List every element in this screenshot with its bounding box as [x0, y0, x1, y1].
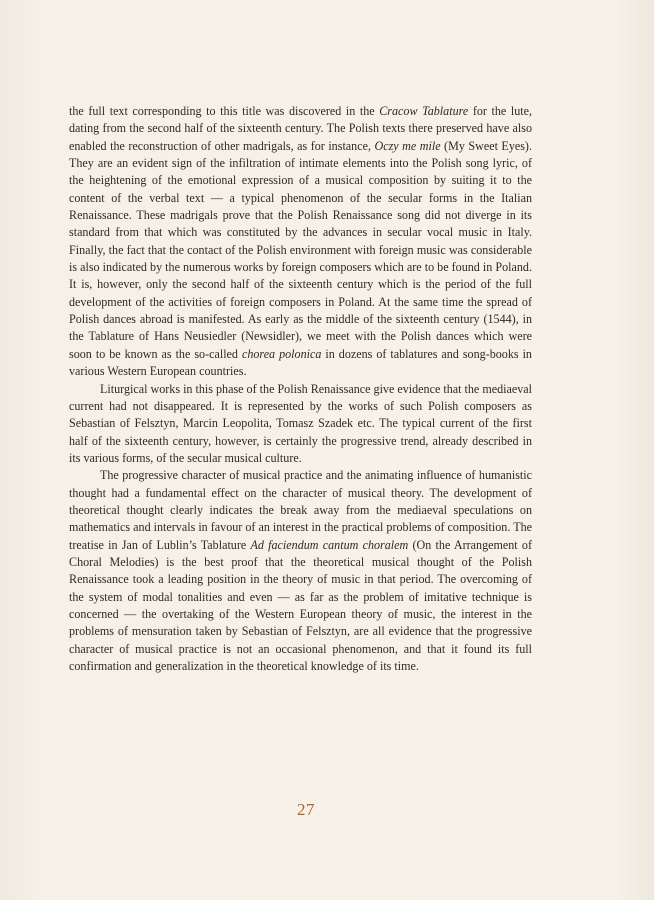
paragraph-1-segment-5: (My Sweet Eyes). They are an evident sign of the infiltration of intimate elements into the Polish song lyric, of the heightening of the emotional expression of a musical composition by suiting it to the content of the verbal text — a typical phenomenon of the secular forms in the Italian Renaissance. These madrigals prove that the Polish Renaissance song did not diverge in its standard from that which was constituted by the advances in secular vocal music in Italy. Finally, the fact that the contact of the Polish environment with foreign music was considerable is also indicated by the numerous works by foreign composers which are to be found in Poland. It is, however, only the second half of the sixteenth century which is the period of the full development of the activities of foreign composers in Poland. At the same time the spread of Polish dances abroad is manifested. As early as the middle of the sixteenth century (1544), in the Tablature of Hans Neusiedler (Newsidler), we meet with the Polish dances which were soon to be known as the so-called	[69, 138, 532, 361]
paragraph-3-segment-1: The progressive character of musical practice and the animating influence of humanistic thought had a fundamental effect on the character of musical theory. The development of theoretical thought clearly indicates the break away from the mediaeval speculations on mathematics and intervals in favour of an interest in the practical problems of composition. The treatise in Jan of Lublin’s Tablature	[69, 468, 532, 552]
paragraph-1	[69, 103, 532, 381]
term-chorea-polonica: chorea polonica	[241, 346, 322, 361]
title-cracow-tablature: Cracow Tablature	[379, 104, 469, 118]
paragraph-3	[69, 467, 532, 675]
paragraph-1-segment-3: for the lute, dating from the second half of the sixteenth century. The Polish texts there preserved have also enabled the reconstruction of other madrigals, as for instance,	[69, 104, 532, 153]
paragraph-3-segment-3: (On the Arrangement of Choral Melodies) is the best proof that the theoretical musical thought of the Polish Renaissance took a leading position in the theory of music in that period. The overcoming of the system of modal tonalities and even — as far as the problem of imitative technique is concerned — the overtaking of the Western European theory of music, the interest in the problems of mensuration taken by Sebastian of Felsztyn, are all evidence that the progressive character of musical practice is not an occasional phenomenon, and that it found its full confirmation and generalization in the theoretical knowledge of its time.	[69, 537, 532, 673]
paragraph-1-segment-7: in dozens of tablatures and song-books in various Western European countries.	[69, 346, 532, 379]
title-ad-faciendum: Ad faciendum cantum choralem	[250, 537, 409, 552]
paragraph-2	[69, 381, 532, 468]
paragraph-2-segment-1: Liturgical works in this phase of the Polish Renaissance give evidence that the mediaeval current had not disappeared. It is represented by the works of such Polish composers as Sebastian of Felsztyn, Marcin Leopolita, Tomasz Szadek etc. The typical current of the first half of the sixteenth century, however, is certainly the progressive trend, already described in its various forms, of the secular musical culture.	[69, 381, 533, 465]
page-number: 27	[297, 800, 315, 819]
paragraph-1-segment-1: the full text corresponding to this title was discovered in the	[69, 104, 380, 118]
body-text	[69, 103, 532, 675]
title-oczy-me-mile: Oczy me mile	[374, 138, 441, 153]
